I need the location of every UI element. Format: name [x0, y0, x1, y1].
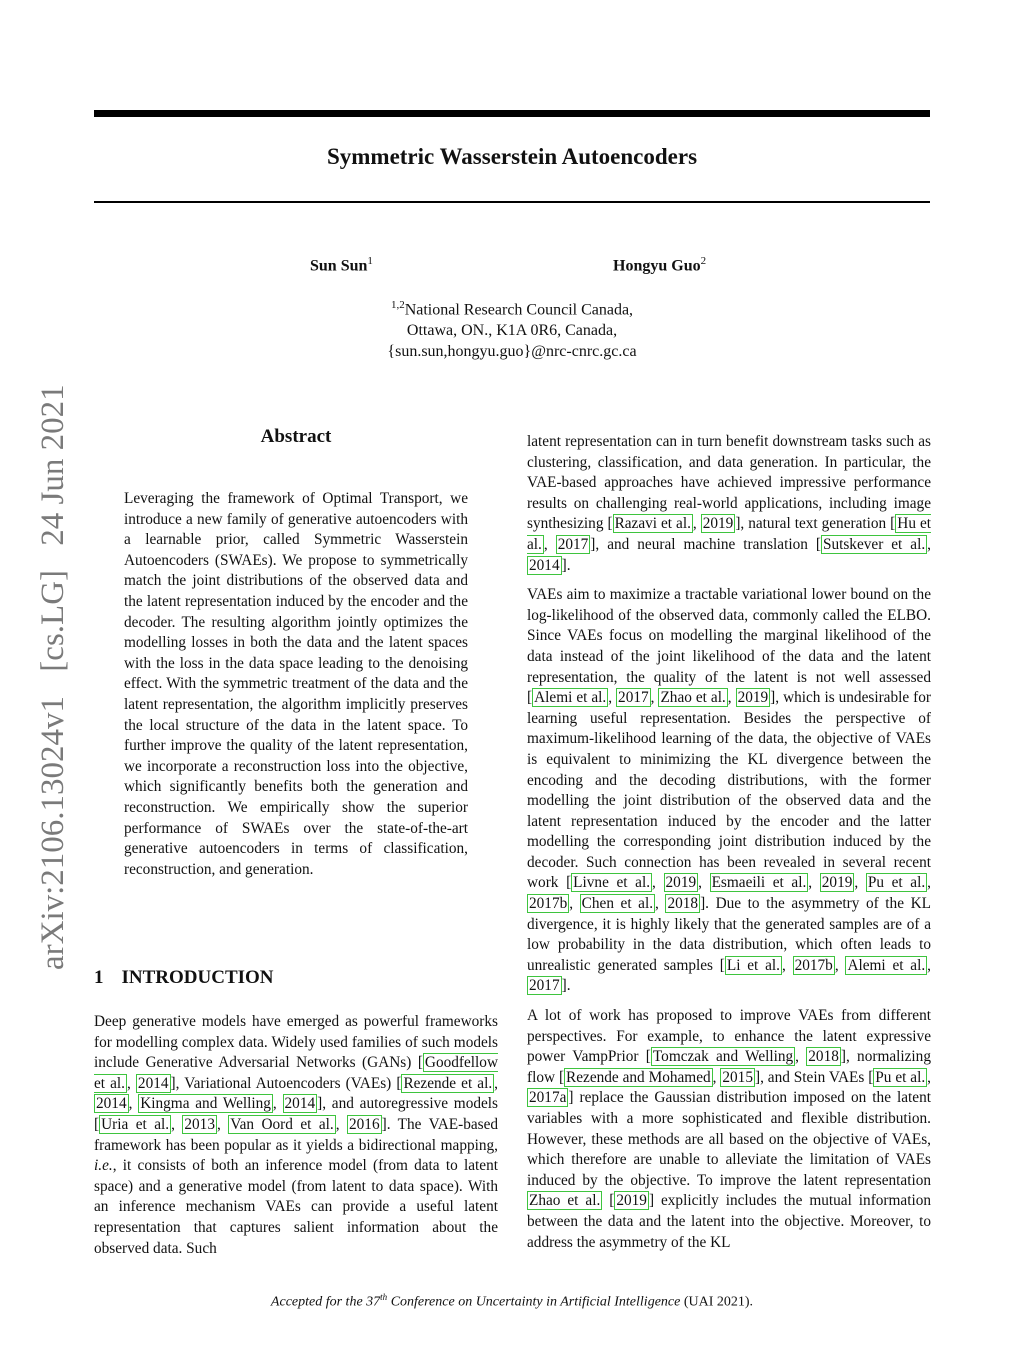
- right-paragraph-3: A lot of work has proposed to improve VAEs from different perspectives. For example, to enhance the latent expressive power VampPrior [ Tomczak and Welling , 2018 ], normalizing flow [ Rezende and Mohamed , 2015 ], and Stein VAEs [ Pu et al. , 2017a ] replace the Gaussian distribution imposed on the latent variables with a more sophisticated and flexible distribution. However, these methods are all based on the objective of VAEs, which therefore are unable to alleviate the limitation of VAEs induced by the objective. To improve the latent representation Zhao et al. [ 2019 ] explicitly includes the mutual information between the data and the latent into the objective. Moreover, to address the asymmetry of the KL: [527, 1007, 932, 1251]
- citation-link[interactable]: 2017: [618, 689, 649, 707]
- citation-link[interactable]: Van Oord et al.: [230, 1115, 334, 1133]
- arxiv-category: [cs.LG]: [35, 569, 71, 672]
- citation-link[interactable]: Rezende et al.: [403, 1074, 493, 1092]
- right-paragraph-1: latent representation can in turn benefit downstream tasks such as clustering, classification, and data generation. In particular, the VAE-based approaches have achieved impressive performance results on challenging real-world applications, including image synthesizing [ Razavi et al. , 2019 ], natural text generation [ Hu et al. , 2017 ], and neural machine translation [ Sutskever et al. , 2014 ].: [527, 433, 931, 574]
- citation-link[interactable]: 2017a: [529, 1089, 567, 1107]
- affiliation-line-1: $^{1,2}$National Research Council Canada,: [390, 299, 634, 319]
- right-paragraph-2: VAEs aim to maximize a tractable variational lower bound on the log-likelihood of the observed data, commonly called the ELBO. Since VAEs focus on modelling the marginal likelihood of the data instead of the joint likelihood of the data and the latent representation, the quality of the latent is not well assessed [ Alemi et al. , 2017 , Zhao et al. , 2019 ], which is undesirable for learning useful representation. Besides the perspective of maximum-likelihood learning of the data, the objective of VAEs is equivalent to minimizing the KL divergence between the encoding and the decoding distributions, with the former modelling the joint distribution of the observed data and the latent representation induced by the encoder and the latter modelling the corresponding joint distribution induced by the decoder. Such connection has been revealed in several recent work [ Livne et al. , 2019 , Esmaeili et al. , 2019 , Pu et al. , 2017b , Chen et al. , 2018 ]. Due to the asymmetry of the KL divergence, it is highly likely that the generated samples are of a low probability in the data distribution, which often leads to unrealistic generated samples [ Li et al. , 2017b , Alemi et al. , 2017 ].: [527, 586, 931, 995]
- citation-link[interactable]: 2019: [821, 874, 853, 892]
- citation-link[interactable]: Sutskever et al.: [822, 535, 926, 553]
- title-rule: [94, 201, 930, 203]
- author-1-name: Sun Sun: [310, 257, 368, 275]
- citation-link[interactable]: 2016: [349, 1115, 380, 1133]
- arxiv-date: 24 Jun 2021: [35, 384, 71, 546]
- citation-link[interactable]: 2019: [702, 515, 734, 533]
- arxiv-id: arXiv:2106.13024v1: [35, 695, 71, 970]
- citation-link[interactable]: Tomczak and Welling: [652, 1048, 794, 1066]
- arxiv-stamp: [28, 370, 78, 970]
- citation-link[interactable]: Uria et al.: [101, 1115, 170, 1133]
- citation-link[interactable]: Razavi et al.: [614, 515, 691, 533]
- citation-link[interactable]: 2014: [284, 1095, 316, 1113]
- citation-link[interactable]: Kingma and Welling: [140, 1095, 271, 1113]
- top-rule: [94, 110, 930, 117]
- citation-link[interactable]: Esmaeili et al.: [711, 874, 807, 892]
- citation-link[interactable]: 2013: [184, 1115, 215, 1133]
- citation-link[interactable]: Zhao et al.: [529, 1192, 601, 1210]
- citation-link[interactable]: Rezende and Mohamed: [566, 1068, 711, 1086]
- citation-link[interactable]: 2018: [808, 1048, 839, 1066]
- paper-title: Symmetric Wasserstein Autoencoders: [326, 144, 698, 169]
- citation-link[interactable]: 2018: [667, 895, 699, 913]
- citation-link[interactable]: 2019: [665, 874, 697, 892]
- abstract-text: Leveraging the framework of Optimal Transport, we introduce a new family of generative autoencoders with a learnable prior, called Symmetric Wasserstein Autoencoders (SWAEs). We propose to symmetrically match the joint distributions of the observed data and the latent representation induced by the encoder and the decoder. The resulting algorithm jointly optimizes the modelling losses in both the data and the latent spaces with the loss in the data space leading to the denoising effect. With the symmetric treatment of the data and the latent representation, the algorithm implicitly preserves the local structure of the data in the latent space. To further improve the quality of the latent representation, we incorporate a reconstruction loss into the objective, which significantly benefits both the generation and reconstruction. We empirically show the superior performance of SWAEs over the state-of-the-art generative autoencoders in terms of classification, reconstruction, and generation.: [124, 490, 468, 878]
- citation-link[interactable]: 2017b: [794, 956, 833, 974]
- citation-link[interactable]: Goodfellow et al.: [94, 1054, 498, 1092]
- footer-note: Accepted for the 37th Conference on Uncertainty in Artificial Intelligence (UAI 2021).: [270, 1292, 754, 1310]
- author-1-sup: 1: [367, 255, 373, 267]
- section-title: INTRODUCTION: [121, 967, 274, 988]
- citation-link[interactable]: Pu et al.: [867, 874, 926, 892]
- citation-link[interactable]: 2014: [137, 1074, 169, 1092]
- citation-link[interactable]: Chen et al.: [581, 895, 654, 913]
- citation-link[interactable]: 2017b: [529, 895, 568, 913]
- citation-link[interactable]: 2017: [557, 535, 589, 553]
- right-column: [527, 432, 931, 1262]
- citation-link[interactable]: Alemi et al.: [847, 956, 926, 974]
- affiliation-sup: 1,2: [390, 299, 405, 311]
- citation-link[interactable]: 2014: [529, 556, 560, 574]
- author-1: [310, 255, 373, 275]
- citation-link[interactable]: Alemi et al.: [534, 689, 607, 707]
- intro-paragraph: Deep generative models have emerged as powerful frameworks for modelling complex data. Widely used families of such models include Generative Adversarial Networks (GANs) [ Goodfellow et al. , 2014 ], Variational Autoencoders (VAEs) [ Rezende et al. , 2014 , Kingma and Welling , 2014 ], and autoregressive models [ Uria et al. , 2013 , Van Oord et al. , 2016 ]. The VAE-based framework has been popular as it yields a bidirectional mapping, i.e., it consists of both an inference model (from data to latent space) and a generative model (from latent to data space). With an inference mechanism VAEs can provide a useful latent representation that captures salient information about the observed data. Such: [94, 1013, 499, 1257]
- citation-link[interactable]: Livne et al.: [573, 874, 651, 892]
- citation-link[interactable]: 2019: [737, 689, 769, 707]
- affiliation-line-2: Ottawa, ON., K1A 0R6, Canada,: [406, 322, 618, 340]
- affiliation-email: {sun.sun,hongyu.guo}@nrc-cnrc.gc.ca: [387, 343, 637, 361]
- author-2-name: Hongyu Guo: [613, 257, 701, 275]
- citation-link[interactable]: Li et al.: [726, 956, 780, 974]
- citation-link[interactable]: 2019: [616, 1192, 647, 1210]
- section-heading: [94, 967, 274, 989]
- abstract-heading: Abstract: [260, 426, 332, 447]
- citation-link[interactable]: 2015: [722, 1068, 753, 1086]
- section-number: 1: [94, 967, 104, 988]
- citation-link[interactable]: Zhao et al.: [660, 689, 726, 707]
- author-2-sup: 2: [700, 255, 707, 267]
- citation-link[interactable]: Hu et al.: [527, 515, 931, 553]
- author-2: [613, 255, 706, 275]
- citation-link[interactable]: Pu et al.: [875, 1068, 926, 1086]
- citation-link[interactable]: 2014: [96, 1095, 127, 1113]
- citation-link[interactable]: 2017: [529, 977, 560, 995]
- affiliation: [262, 295, 762, 362]
